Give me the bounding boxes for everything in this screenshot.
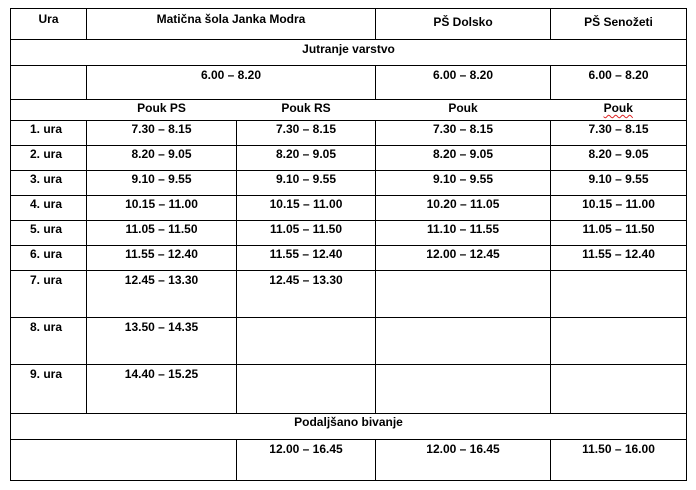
jutranje-senozeti: 6.00 – 8.20 [551, 66, 687, 100]
subheader-pouk-senozeti [551, 100, 687, 121]
subheader-pouk-senozeti-label: Pouk [603, 101, 633, 115]
time-ps: 13.50 – 14.35 [87, 318, 237, 365]
time-dolsko: 10.20 – 11.05 [376, 196, 551, 221]
header-senozeti: PŠ Senožeti [551, 9, 687, 40]
time-ps: 10.15 – 11.00 [87, 196, 237, 221]
time-senozeti: 10.15 – 11.00 [551, 196, 687, 221]
time-ps: 12.45 – 13.30 [87, 271, 237, 318]
time-senozeti: 11.05 – 11.50 [551, 221, 687, 246]
table-row [11, 365, 687, 414]
time-dolsko [376, 271, 551, 318]
podaljsano-maticna: 12.00 – 16.45 [237, 440, 376, 481]
subheader-pouk-ps: Pouk PS [87, 100, 237, 121]
table-row [11, 271, 687, 318]
jutranje-dolsko: 6.00 – 8.20 [376, 66, 551, 100]
ura-label: 1. ura [11, 121, 87, 146]
subheader-row [11, 100, 687, 121]
time-rs: 12.45 – 13.30 [237, 271, 376, 318]
table-row [11, 196, 687, 221]
time-ps: 7.30 – 8.15 [87, 121, 237, 146]
jutranje-ura-empty [11, 66, 87, 100]
time-ps: 14.40 – 15.25 [87, 365, 237, 414]
table-row [11, 146, 687, 171]
table-row [11, 121, 687, 146]
ura-label: 2. ura [11, 146, 87, 171]
podaljsano-title-row [11, 414, 687, 440]
time-rs: 9.10 – 9.55 [237, 171, 376, 196]
jutranje-title-row [11, 40, 687, 66]
table-row [11, 171, 687, 196]
podaljsano-empty [11, 440, 237, 481]
ura-label: 9. ura [11, 365, 87, 414]
time-senozeti: 7.30 – 8.15 [551, 121, 687, 146]
time-dolsko: 7.30 – 8.15 [376, 121, 551, 146]
time-dolsko: 8.20 – 9.05 [376, 146, 551, 171]
podaljsano-times-row [11, 440, 687, 481]
table-row [11, 318, 687, 365]
time-ps: 11.05 – 11.50 [87, 221, 237, 246]
time-rs [237, 365, 376, 414]
ura-label: 8. ura [11, 318, 87, 365]
table-row [11, 221, 687, 246]
podaljsano-senozeti: 11.50 – 16.00 [551, 440, 687, 481]
time-senozeti: 8.20 – 9.05 [551, 146, 687, 171]
time-dolsko [376, 365, 551, 414]
time-rs: 10.15 – 11.00 [237, 196, 376, 221]
time-rs [237, 318, 376, 365]
jutranje-maticna: 6.00 – 8.20 [87, 66, 376, 100]
podaljsano-dolsko: 12.00 – 16.45 [376, 440, 551, 481]
schedule-table [10, 8, 687, 481]
subheader-ura-empty [11, 100, 87, 121]
header-row [11, 9, 687, 40]
ura-label: 3. ura [11, 171, 87, 196]
time-senozeti [551, 318, 687, 365]
ura-label: 7. ura [11, 271, 87, 318]
subheader-pouk-rs: Pouk RS [237, 100, 376, 121]
ura-label: 5. ura [11, 221, 87, 246]
subheader-pouk-dolsko: Pouk [376, 100, 551, 121]
time-ps: 11.55 – 12.40 [87, 246, 237, 271]
table-row [11, 246, 687, 271]
header-dolsko: PŠ Dolsko [376, 9, 551, 40]
time-senozeti: 11.55 – 12.40 [551, 246, 687, 271]
podaljsano-title: Podaljšano bivanje [11, 414, 687, 440]
time-dolsko: 12.00 – 12.45 [376, 246, 551, 271]
time-rs: 11.55 – 12.40 [237, 246, 376, 271]
time-rs: 11.05 – 11.50 [237, 221, 376, 246]
jutranje-title: Jutranje varstvo [11, 40, 687, 66]
header-maticna: Matična šola Janka Modra [87, 9, 376, 40]
time-dolsko: 9.10 – 9.55 [376, 171, 551, 196]
time-ps: 9.10 – 9.55 [87, 171, 237, 196]
time-senozeti [551, 365, 687, 414]
time-dolsko: 11.10 – 11.55 [376, 221, 551, 246]
ura-label: 4. ura [11, 196, 87, 221]
jutranje-times-row [11, 66, 687, 100]
time-senozeti [551, 271, 687, 318]
time-ps: 8.20 – 9.05 [87, 146, 237, 171]
time-rs: 8.20 – 9.05 [237, 146, 376, 171]
ura-label: 6. ura [11, 246, 87, 271]
header-ura: Ura [11, 9, 87, 40]
time-dolsko [376, 318, 551, 365]
time-senozeti: 9.10 – 9.55 [551, 171, 687, 196]
time-rs: 7.30 – 8.15 [237, 121, 376, 146]
